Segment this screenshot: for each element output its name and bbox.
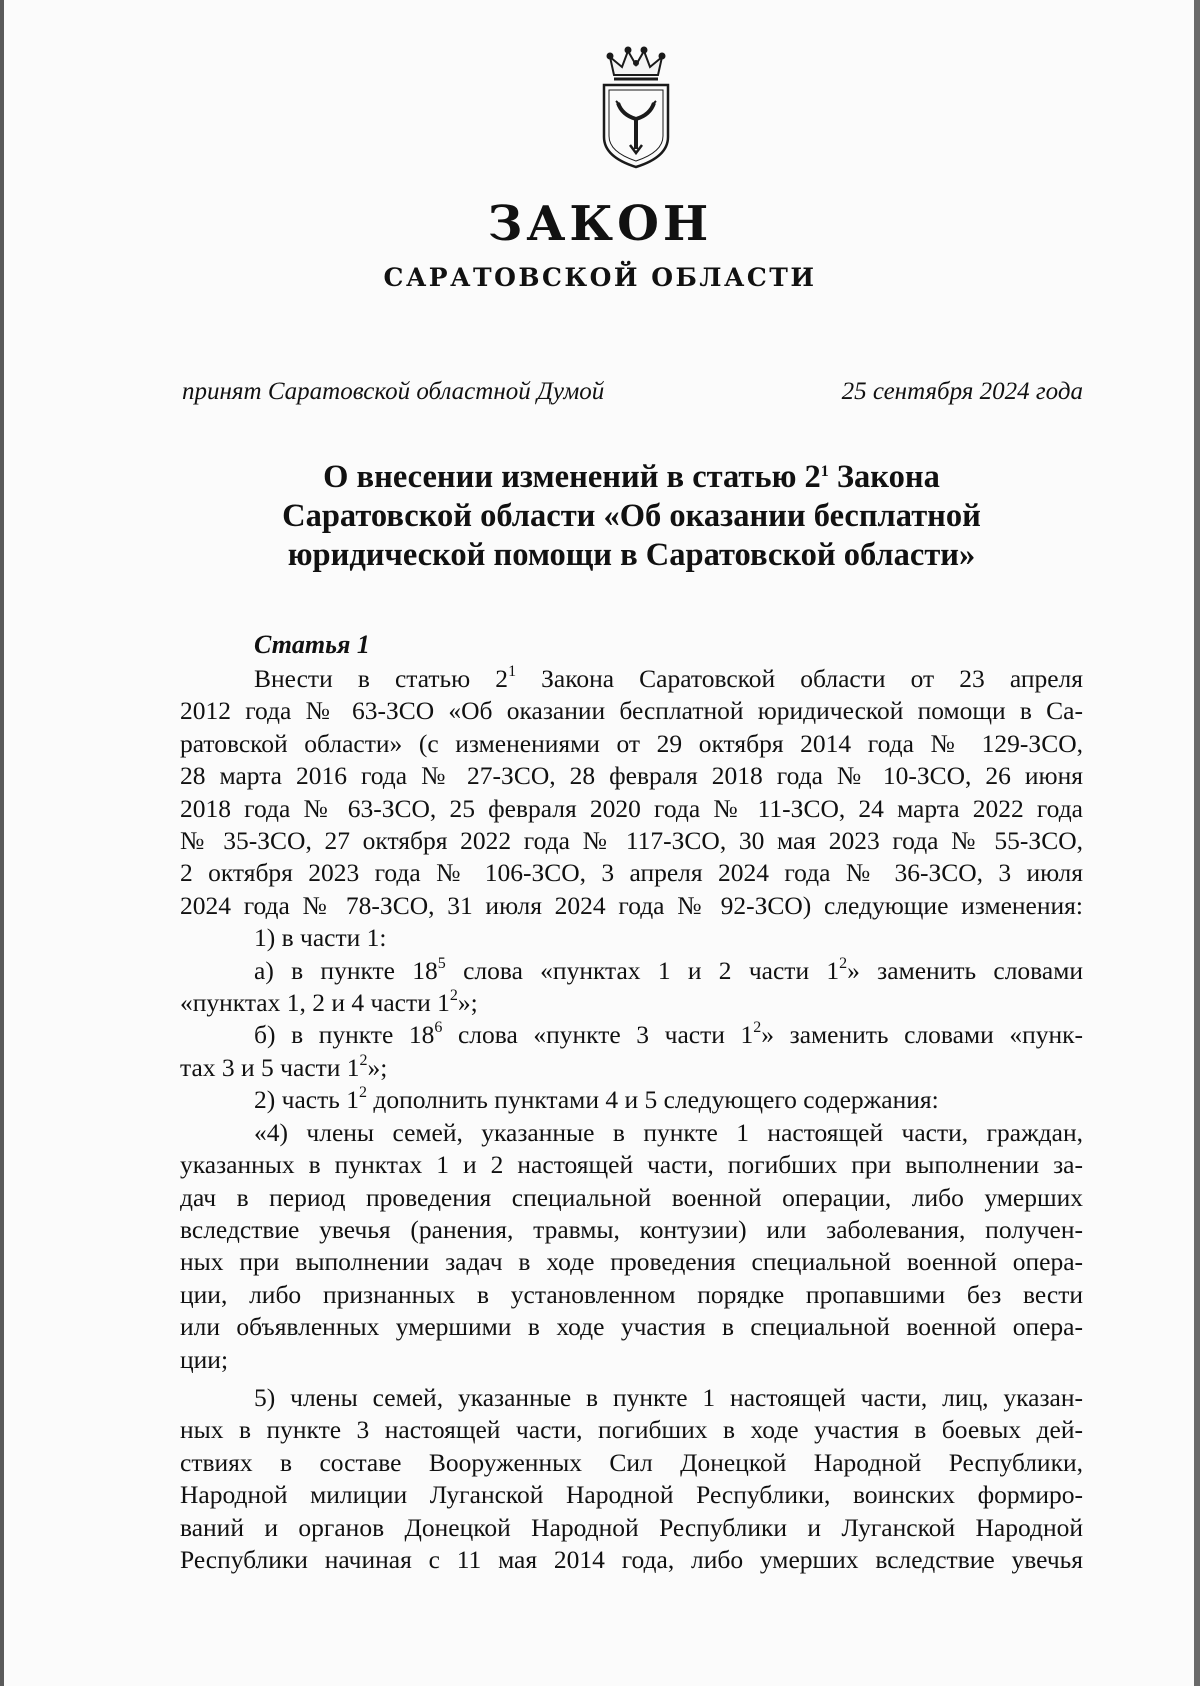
point-5-line: ваний и органов Донецкой Народной Республики и Луганской Народной (180, 1512, 1083, 1542)
point-4-line: ных при выполнении задач в ходе проведения специальной военной опера- (180, 1247, 1083, 1277)
point-4-line: ции; (180, 1344, 229, 1374)
point-4-line: вследствие увечья (ранения, травмы, контузии) или заболевания, получен- (180, 1214, 1083, 1244)
text-line: № 35-ЗСО, 27 октября 2022 года № 117-ЗСО, 30 мая 2023 года № 55-ЗСО, (180, 826, 1083, 856)
text-line: 2024 года № 78-ЗСО, 31 июля 2024 года № 92-ЗСО) следующие изменения: (180, 890, 1083, 920)
point-5-line: Республики начиная с 11 мая 2014 года, либо умерших вследствие увечья (180, 1544, 1083, 1574)
law-title: ЗАКОН (487, 196, 713, 252)
article-body (180, 663, 1083, 1576)
text-line: ратовской области» (с изменениями от 29 октября 2014 года № 129-ЗСО, (180, 728, 1083, 758)
item-1: 1) в части 1: (254, 923, 387, 953)
document-title-line: О внесении изменений в статью $2^1$ Закона (323, 459, 940, 495)
point-4-line: «4) члены семей, указанные в пункте 1 настоящей части, граждан, (254, 1117, 1083, 1147)
scan-edge-right (1194, 0, 1200, 1686)
item-1b: б) в пункте $18^6$ слова «пункте 3 части $1^2$» заменить словами «пунк- (254, 1019, 1084, 1050)
adoption-date: 25 сентября 2024 года (841, 378, 1083, 405)
item-2: 2) часть $1^2$ дополнить пунктами 4 и 5 следующего содержания: (254, 1084, 939, 1115)
region-subtitle: САРАТОВСКОЙ ОБЛАСТИ (383, 263, 817, 292)
text-line: 2012 года № 63-ЗСО «Об оказании бесплатной юридической помощи в Са- (180, 696, 1083, 726)
point-4-line: дач в период проведения специальной военной операции, либо умерших (180, 1182, 1083, 1212)
article-heading: Статья 1 (254, 630, 370, 659)
text-line: 2 октября 2023 года № 106-ЗСО, 3 апреля 2024 года № 36-ЗСО, 3 июля (180, 858, 1083, 888)
scan-edge-left (0, 0, 4, 1686)
item-1a: а) в пункте $18^5$ слова «пунктах 1 и 2 части $1^2$» заменить словами (254, 954, 1083, 985)
document-title-line: Саратовской области «Об оказании бесплатной (282, 498, 981, 534)
adopted-by: принят Саратовской областной Думой (182, 378, 605, 405)
document-title-line: юридической помощи в Саратовской области» (287, 537, 976, 573)
point-5-line: 5) члены семей, указанные в пункте 1 настоящей части, лиц, указан- (254, 1382, 1083, 1412)
item-1b-cont: тах 3 и 5 части $1^2$»; (180, 1051, 388, 1082)
text-line: Внести в статью $2^1$ Закона Саратовской области от 23 апреля (254, 663, 1083, 693)
document-title (180, 458, 1083, 575)
text-line: 2018 года № 63-ЗСО, 25 февраля 2020 года № 11-ЗСО, 24 марта 2022 года (180, 793, 1083, 823)
point-5-line: ствиях в составе Вооруженных Сил Донецкой Народной Республики, (180, 1447, 1083, 1477)
point-4-line: ции, либо признанных в установленном порядке пропавшими без вести (180, 1279, 1083, 1309)
point-5-line: Народной милиции Луганской Народной Республики, воинских формиро- (180, 1480, 1083, 1510)
point-4-line: или объявленных умершими в ходе участия в специальной военной опера- (180, 1312, 1083, 1342)
point-4-line: указанных в пунктах 1 и 2 настоящей части, погибших при выполнении за- (180, 1150, 1083, 1180)
point-5-line: ных в пункте 3 настоящей части, погибших в ходе участия в боевых дей- (180, 1415, 1083, 1445)
coat-of-arms-icon (600, 45, 672, 169)
item-1a-cont: «пунктах 1, 2 и 4 части $1^2$»; (180, 987, 478, 1018)
text-line: 28 марта 2016 года № 27-ЗСО, 28 февраля 2018 года № 10-ЗСО, 26 июня (180, 761, 1083, 791)
